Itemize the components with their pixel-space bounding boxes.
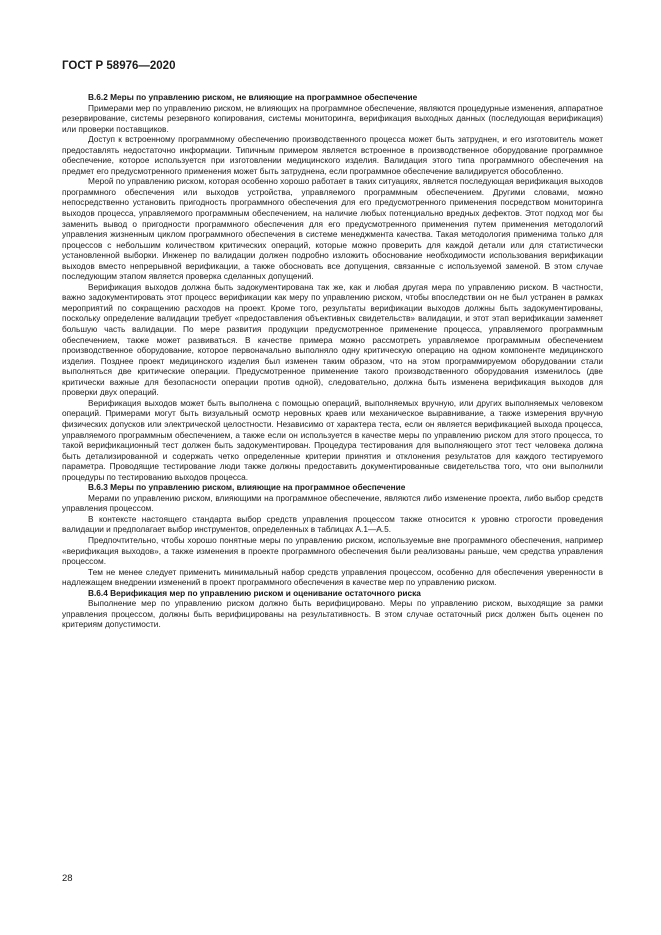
page-number: 28 (62, 873, 73, 884)
section-b-6-2 (62, 92, 603, 482)
paragraph: Доступ к встроенному программному обеспечению производственного процесса может быть затруднен, и его изготовитель может предоставлять недостаточно информации. Типичным примером является встроенное в производственное оборудование программное обеспечение, которое используется при изготовлении медицинского изделия. Валидация этого типа программного обеспечения на предмет его предусмотренного применения может быть затруднена, если программное обеспечение валидируется обособленно. (62, 134, 603, 176)
section-b-6-3 (62, 482, 603, 587)
paragraph: Верификация выходов должна быть задокументирована так же, как и любая другая мера по управлению риском. В частности, важно задокументировать этот процесс верификации как меру по управлению риском, чтобы впоследствии он не был устранен в рамках мероприятий по сокращению расходов на проект. Кроме того, результаты верификации выходов должны быть задокументированы, поскольку определение валидации требует «предоставления объективных свидетельств» валидации, и этот этап верификации заменяет большую часть валидации. По мере развития продукции предусмотренное применение процесса, управляемого программным обеспечением, также может развиваться. В качестве примера можно рассмотреть управляемое программным обеспечением производственное оборудование, которое первоначально выполняло одну критическую операцию на одном компоненте медицинского изделия. Позднее проект медицинского изделия был изменен таким образом, что на этом программируемом оборудовании стали выполняться две критические операции. Предусмотренное применение такого производственного оборудования изменилось (две критически важные для безопасности операции против одной), следовательно, должна быть изменена верификация выходов для проверки двух операций. (62, 281, 603, 398)
paragraph: Верификация выходов может быть выполнена с помощью операций, выполняемых вручную, или других выполняемых человеком операций. Примерами могут быть визуальный осмотр неровных краев или механическое выравнивание, а также измерения вручную физических допусков или электрической целостности. Независимо от характера теста, если он является верификацией выхода процесса, управляемого программным обеспечением, а также если он используется в качестве меры по управлению риском для этого процесса, то такой верификационный тест должен быть задокументирован. Процедура тестирования для выполняющего этот тест человека должна быть детализированной и содержать четко определенные критерии принятия и отклонения результатов для каждого тестируемого параметра. Проводящие тестирование люди также должны предоставить документированные свидетельства того, что они выполнили процедуры по тестированию выходов процесса. (62, 397, 603, 482)
paragraph: Мерой по управлению риском, которая особенно хорошо работает в таких ситуациях, является последующая верификация выходов программного обеспечения или выходов устройства, управляемого программным обеспечением. Другими словами, можно непосредственно установить пригодность программного обеспечения для его предусмотренного применения посредством мониторинга выходов процесса, управляемого программным обеспечением, на наличие любых потенциально вредных дефектов. Этот подход мог бы заменить вывод о пригодности программного обеспечения для его предусмотренного применения путем применения методологий управления жизненным циклом программного обеспечения в системе менеджмента качества. Такая методология применима только для процессов с небольшим количеством критических операций, которые можно проверить для каждой детали или для статистически установленной выборки. Инженер по валидации должен подробно изложить обоснование необходимости использования верификации выходов вместо непрерывной верификации, а также обосновать все допущения, связанные с используемой заменой. В этом случае последующим этапом является проверка сделанных допущений. (62, 176, 603, 282)
paragraph: Предпочтительно, чтобы хорошо понятные меры по управлению риском, используемые вне программного обеспечения, например «верификация выходов», а также изменения в проекте программного обеспечения были реализованы раньше, чем средства управления процессом. (62, 534, 603, 567)
section-heading: B.6.2 Меры по управлению риском, не влияющие на программное обеспечение (88, 92, 418, 102)
section-b-6-4 (62, 588, 603, 630)
paragraph: Примерами мер по управлению риском, не влияющих на программное обеспечение, являются процедурные изменения, аппаратное резервирование, системы резервного копирования, системы мониторинга, верификация выходных данных (последующая верификация) или проверки поставщиков. (62, 102, 603, 134)
section-heading: B.6.4 Верификация мер по управлению риском и оценивание остаточного риска (88, 587, 421, 598)
paragraph: Тем не менее следует применить минимальный набор средств управления процессом, особенно для обеспечения уверенности в надлежащем внедрении изменений в проект программного обеспечения в качестве мер по управлению риском. (62, 566, 603, 588)
paragraph: Мерами по управлению риском, влияющими на программное обеспечение, являются либо изменение проекта, либо выбор средств управления процессом. (62, 492, 603, 514)
paragraph: В контексте настоящего стандарта выбор средств управления процессом также относится к уровню строгости проведения валидации и предполагает выбор инструментов, определенных в таблицах А.1—А.5. (62, 513, 603, 535)
document-body (62, 92, 603, 630)
section-heading: B.6.3 Меры по управлению риском, влияющие на программное обеспечение (88, 482, 406, 493)
paragraph: Выполнение мер по управлению риском должно быть верифицировано. Меры по управлению риском, выходящие за рамки управления процессом, должны быть верифицированы на результативность. В этом случае остаточный риск должен быть оценен по критериям допустимости. (62, 598, 603, 630)
standard-header: ГОСТ Р 58976—2020 (62, 60, 176, 72)
